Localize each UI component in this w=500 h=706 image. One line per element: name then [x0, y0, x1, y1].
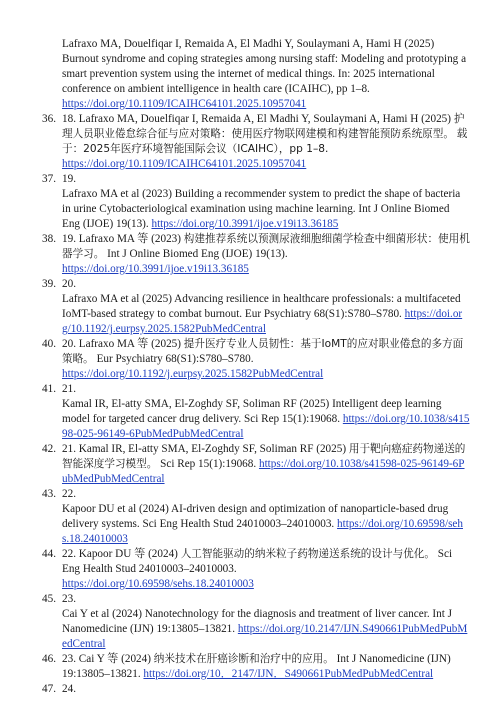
reference-prefix: 20.	[62, 278, 76, 290]
reference-entry-46	[40, 652, 470, 682]
list-number: 43.	[42, 488, 56, 500]
list-number: 45.	[42, 593, 56, 605]
doi-link[interactable]: https://doi.org/10.2147/IJN.S490661PubMedPubMedCentral	[62, 623, 468, 650]
reference-text: Kamal IR, El-atty SMA, El-Zoghdy SF, Soliman RF (2025) Intelligent deep learning model for targeted cancer drug delivery. Sci Rep 15(1):19068.	[62, 398, 442, 425]
reference-entry-43	[40, 487, 470, 547]
reference-list	[40, 37, 470, 697]
doi-link[interactable]: https://doi.org/10.1038/s41598-025-96149-6PubMedPubMedCentral	[62, 413, 470, 440]
list-number: 38.	[42, 233, 56, 245]
reference-entry-36	[40, 112, 470, 172]
list-number: 36.	[42, 113, 56, 125]
list-number: 37.	[42, 173, 56, 185]
reference-entry-38	[40, 232, 470, 277]
reference-entry-40	[40, 337, 470, 382]
reference-text: Lafraxo MA et al (2025) Advancing resilience in healthcare professionals: a multifaceted IoMT-based strategy to combat burnout. Eur Psychiatry 68(S1):S780–S780.	[62, 293, 461, 320]
reference-entry-44	[40, 547, 470, 592]
reference-prefix: 23. Cai Y 等 (2024)	[62, 653, 151, 665]
reference-text: Lafraxo MA, Douelfiqar I, Remaida A, El Madhi Y, Soulaymani A, Hami H (2025) Burnout syndrome and coping strategies among nursing staff: Modeling and prototyping a smart prevention system using the internet of medical things. In: 2025 international conference on ambient intelligence in health care (ICAIHC), pp 1–8.	[62, 38, 467, 95]
reference-translated-title: 提升医疗专业人员韧性：基于IoMT的应对职业倦怠的多方面策略。	[62, 338, 464, 365]
reference-source: Int J Online Biomed Eng (IJOE) 19(13).	[107, 248, 288, 260]
list-number: 41.	[42, 383, 56, 395]
doi-link[interactable]: https://doi.org/10.1109/ICAIHC64101.2025.10957041	[62, 98, 307, 110]
reference-translated-title: 用于靶向癌症药物递送的智能深度学习模型。	[62, 443, 466, 470]
reference-prefix: 23.	[62, 593, 76, 605]
list-number: 42.	[42, 443, 56, 455]
doi-link[interactable]: https://doi.org/10.69598/sehs.18.24010003	[62, 578, 254, 590]
reference-text: Kapoor DU et al (2024) AI-driven design and optimization of nanoparticle-based drug delivery systems. Sci Eng Health Stud 24010003–24010003.	[62, 503, 449, 530]
reference-entry-47	[40, 682, 470, 697]
reference-entry-39	[40, 277, 470, 337]
reference-entry-45	[40, 592, 470, 652]
reference-prefix: 18. Lafraxo MA, Douelfiqar I, Remaida A, El Madhi Y, Soulaymani A, Hami H (2025)	[62, 113, 452, 125]
reference-prefix: 21. Kamal IR, El-atty SMA, El-Zoghdy SF, Soliman RF (2025)	[62, 443, 347, 455]
reference-translated-title: 纳米技术在肝癌诊断和治疗中的应用。	[153, 653, 334, 665]
doi-link[interactable]: https://doi.org/10.1192/j.eurpsy.2025.1582PubMedCentral	[62, 368, 324, 380]
reference-prefix: 24.	[62, 683, 76, 695]
reference-translated-title: 构建推荐系统以预测尿液细胞细菌学检查中细菌形状：使用机器学习。	[62, 233, 470, 260]
reference-prefix: 20. Lafraxo MA 等 (2025)	[62, 338, 181, 350]
reference-source: Sci Eng Health Stud 24010003–24010003.	[62, 548, 453, 575]
list-number: 40.	[42, 338, 56, 350]
doi-link[interactable]: https://doi.org/10.3991/ijoe.v19i13.36185	[151, 218, 339, 230]
list-number: 44.	[42, 548, 56, 560]
reference-prefix: 22.	[62, 488, 76, 500]
list-number: 47.	[42, 683, 56, 695]
reference-text: Cai Y et al (2024) Nanotechnology for the diagnosis and treatment of liver cancer. Int J Nanomedicine (IJN) 19:13805–13821.	[62, 608, 452, 635]
reference-translated-title: 护理人员职业倦怠综合征与应对策略：使用医疗物联网建模和构建智能预防系统原型。	[62, 113, 465, 140]
doi-link[interactable]: https://doi.org/10.3991/ijoe.v19i13.36185	[62, 263, 249, 275]
list-number: 46.	[42, 653, 56, 665]
list-number: 39.	[42, 278, 56, 290]
reference-entry-42	[40, 442, 470, 487]
doi-link[interactable]: https://doi.org/10.69598/sehs.18.24010003	[62, 518, 463, 545]
reference-prefix: 19.	[62, 173, 76, 185]
reference-translated-title: 人工智能驱动的纳米粒子药物递送系统的设计与优化。	[180, 548, 435, 560]
doi-link[interactable]: https://doi.org/10.1109/ICAIHC64101.2025.10957041	[62, 158, 307, 170]
reference-entry-37	[40, 172, 470, 232]
reference-source: Eur Psychiatry 68(S1):S780–S780.	[96, 353, 254, 365]
reference-prefix: 22. Kapoor DU 等 (2024)	[62, 548, 178, 560]
reference-entry-41	[40, 382, 470, 442]
doi-link[interactable]: https://doi.org/10.1192/j.eurpsy.2025.1582PubMedCentral	[62, 308, 463, 335]
doi-link[interactable]: https://doi.org/10．2147/IJN．S490661PubMedPubMedCentral	[143, 668, 434, 680]
reference-source: Int J Nanomedicine (IJN) 19:13805–13821.	[62, 653, 451, 680]
reference-prefix: 21.	[62, 383, 76, 395]
reference-source: Sci Rep 15(1):19068.	[160, 458, 257, 470]
doi-link[interactable]: https://doi.org/10.1038/s41598-025-96149-6PubMedPubMedCentral	[62, 458, 465, 485]
reference-source: 载于：2025年医疗环境智能国际会议（ICAIHC），pp 1–8.	[62, 128, 468, 155]
reference-entry-35-continuation	[40, 37, 470, 112]
reference-prefix: 19. Lafraxo MA 等 (2023)	[62, 233, 181, 245]
reference-text: Lafraxo MA et al (2023) Building a recommender system to predict the shape of bacteria in urine Cytobacteriological examination using machine learning. Int J Online Biomed Eng (IJOE) 19(13).	[62, 188, 461, 230]
